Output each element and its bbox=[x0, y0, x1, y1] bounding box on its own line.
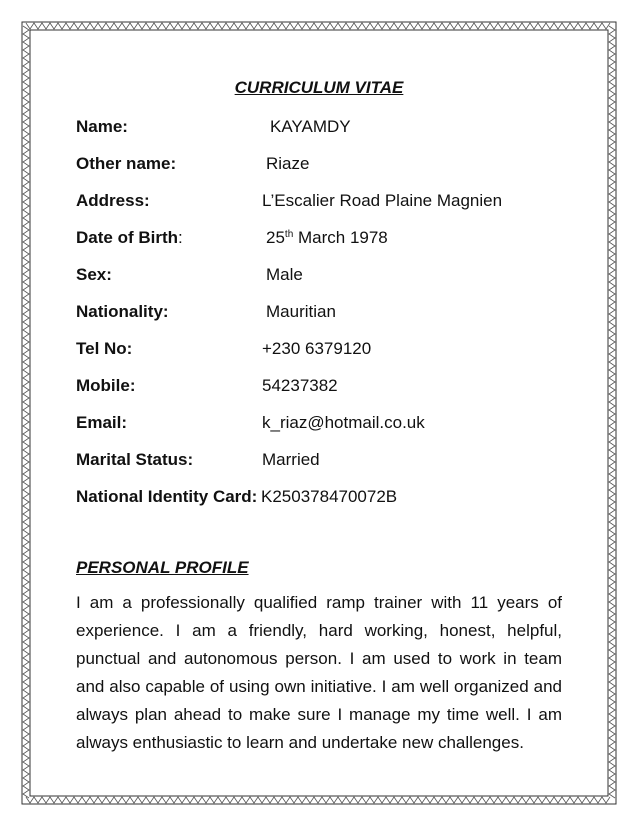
field-label: Marital Status: bbox=[76, 450, 194, 469]
field-label: Name: bbox=[76, 117, 128, 136]
field-value bbox=[266, 226, 388, 250]
field-label: Tel No: bbox=[76, 339, 133, 358]
border-zigzag bbox=[609, 26, 615, 798]
field-value: Riaze bbox=[266, 154, 310, 173]
field-value: 54237382 bbox=[262, 376, 338, 395]
field-value: Married bbox=[262, 450, 320, 469]
dob-day-suffix: th bbox=[284, 229, 294, 240]
field-label: Sex: bbox=[76, 265, 112, 284]
document-title: CURRICULUM VITAE bbox=[234, 78, 404, 97]
field-value: KAYAMDY bbox=[270, 117, 351, 136]
border-zigzag bbox=[26, 23, 610, 29]
personal-profile-text: I am a professionally qualified ramp trainer with 11 years of experience. I am a friendly, hard working, honest, helpful, punctual and autonomous person. I am used to work in team and also capable of using own initiative. I am well organized and always plan ahead to make sure I manage my time well. I am always enthusiastic to learn and undertake new challenges. bbox=[76, 593, 562, 752]
border-zigzag bbox=[26, 797, 610, 803]
dob-day: 25 bbox=[266, 228, 285, 247]
field-value: k_riaz@hotmail.co.uk bbox=[262, 413, 425, 432]
dob-month-year: March 1978 bbox=[293, 228, 388, 247]
field-label: Mobile: bbox=[76, 376, 136, 395]
field-label-text: Date of Birth bbox=[76, 228, 178, 247]
border-zigzag bbox=[23, 26, 29, 798]
field-label: Nationality: bbox=[76, 302, 169, 321]
field-value: K250378470072B bbox=[261, 487, 398, 506]
field-label: National Identity Card: bbox=[76, 487, 258, 506]
field-value: L’Escalier Road Plaine Magnien bbox=[262, 191, 503, 210]
field-label: Email: bbox=[76, 413, 128, 432]
field-label bbox=[76, 226, 183, 250]
field-value: +230 6379120 bbox=[262, 339, 372, 358]
personal-profile-heading: PERSONAL PROFILE bbox=[76, 558, 249, 577]
field-label: Address: bbox=[76, 191, 150, 210]
field-label-colon: : bbox=[178, 228, 183, 247]
field-label: Other name: bbox=[76, 154, 177, 173]
field-value: Male bbox=[266, 265, 303, 284]
field-value: Mauritian bbox=[266, 302, 336, 321]
